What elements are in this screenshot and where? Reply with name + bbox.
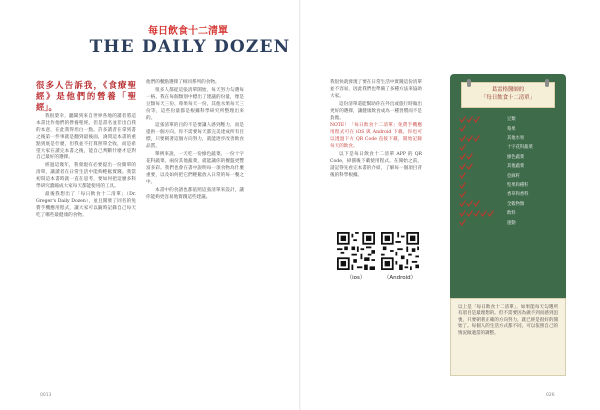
checklist-item-label: 十字花科蔬菜 bbox=[507, 145, 533, 151]
checkmark bbox=[467, 164, 472, 169]
checklist-item-label: 豆類 bbox=[507, 117, 516, 123]
checklist-item-label: 香草和香料 bbox=[507, 192, 529, 198]
checklist-item[interactable] bbox=[459, 124, 557, 133]
qr-code-icon bbox=[337, 232, 375, 270]
checkmark bbox=[460, 192, 465, 197]
checkmark bbox=[474, 117, 479, 122]
body-column-3 bbox=[330, 80, 422, 181]
checklist-item[interactable] bbox=[459, 171, 557, 180]
note-paragraph: NOTE！「每日飲食十二清單」免費手機應用程式可在 iOS 與 Android 下載。你也可以透過下方 QR Code 直接下載，開始記錄每天的飲食。 bbox=[330, 123, 422, 150]
paragraph: 我很榮幸，聽聞到來自世界各地的讀者將這本書比作他們的營養聖經。但是書名並非出自我的本意，在此我得坦白一點。許多讀者在拿到書之後第一件事就是翻到最後面，詢問這本書的重點到底是什麼，但我並不打算照單全收，而是希望大家在讀完本書之後，能自己判斷什麼才是對自己最好的選擇。 bbox=[36, 114, 136, 161]
checkmark bbox=[474, 135, 479, 140]
checkmark bbox=[488, 210, 493, 215]
checklist bbox=[459, 115, 557, 228]
checkmark bbox=[460, 117, 465, 122]
checkmark bbox=[467, 154, 472, 159]
paragraph: 這份清單還能幫助你在外出或旅行時做出更好的選擇，讓健康飲食成為一種習慣而不是負擔。 bbox=[330, 101, 422, 121]
checklist-item[interactable] bbox=[459, 152, 557, 161]
checklist-item-label: 其他水果 bbox=[507, 136, 525, 142]
binder-clip-icon bbox=[545, 79, 549, 87]
qr-code-icon bbox=[381, 232, 419, 270]
checkmark bbox=[460, 210, 465, 215]
checkmark bbox=[460, 126, 465, 131]
checkmarks-icon bbox=[459, 219, 503, 226]
section-kicker: 每日飲食十二清單 bbox=[148, 26, 228, 37]
body-column-1 bbox=[36, 80, 136, 221]
paragraph: 他們的餐點選擇了相同系列的食物。 bbox=[146, 80, 220, 85]
checkmark bbox=[460, 173, 465, 178]
checklist-item[interactable] bbox=[459, 115, 557, 124]
checkmark bbox=[474, 210, 479, 215]
checkmarks-icon bbox=[459, 125, 503, 132]
checklist-item-label: 全穀物類 bbox=[507, 201, 525, 207]
paragraph: 很多人都從這張清單開始，每天努力勾選每一格。我在每個類別中標出了建議的份量，像是豆類每天三份、莓果每天一份、其他水果每天三份等，這些份量都是根據科學研究所整理出來的。 bbox=[146, 87, 244, 121]
lead-quote: 很多人告訴我，《食療聖經》是他們的營養「聖經」。 bbox=[36, 80, 136, 112]
checklist-item[interactable] bbox=[459, 199, 557, 208]
page-title: THE DAILY DOZEN bbox=[89, 37, 291, 57]
checkmarks-icon bbox=[459, 116, 503, 123]
checkmark bbox=[481, 210, 486, 215]
checkmark bbox=[467, 210, 472, 215]
checklist-item-label: 堅果和種籽 bbox=[507, 183, 529, 189]
panel-title bbox=[461, 82, 555, 108]
paragraph: 最後我想出了「每日飲食十二清單」（Dr. Greger's Daily Dozen），並且開發了同名的免費手機應用程式，讓大家可以隨時記錄自己每天吃了哪些最健康的食物。 bbox=[36, 191, 136, 218]
checkmarks-icon bbox=[459, 191, 503, 198]
checkmark bbox=[460, 145, 465, 150]
panel-title-line1: 葛雷格醫師的 bbox=[491, 87, 525, 93]
qr-caption: （ios） bbox=[346, 275, 366, 281]
page-number-left: 0013 bbox=[40, 393, 52, 398]
checkmarks-icon bbox=[459, 163, 503, 170]
paragraph: 本書中的食譜也都依照這張清單來設計，讓你能夠更容易地實踐這些建議。 bbox=[146, 187, 244, 200]
checkmark bbox=[474, 201, 479, 206]
checkmarks-icon bbox=[459, 210, 503, 217]
page-number-right: 026 bbox=[546, 393, 555, 398]
checkmark bbox=[467, 117, 472, 122]
checklist-item-label: 運動 bbox=[507, 220, 516, 226]
qr-caption: （Android） bbox=[383, 275, 417, 281]
checklist-item[interactable] bbox=[459, 180, 557, 189]
checklist-item[interactable] bbox=[459, 218, 557, 227]
qr-ios[interactable] bbox=[336, 232, 376, 281]
checklist-item-label: 飲料 bbox=[507, 211, 516, 217]
paragraph: 我很快就發現了要在日常生活中實踐這份清單並不容易，因此我們也準備了多種方法來協助大家。 bbox=[330, 80, 422, 99]
checkmark bbox=[460, 182, 465, 187]
checkmark bbox=[460, 201, 465, 206]
daily-dozen-panel bbox=[450, 74, 566, 324]
checkmark bbox=[460, 135, 465, 140]
panel-note: 以上是「每日飲食十二清單」，如果能每天勾選所有項目是最理想的。但不需要因為做不到而感到沮喪，只要朝著正確的方向努力，就已經是很好的開始了。每個人的生活方式都不同，可以依照自己的情況做適當的調整。 bbox=[450, 298, 566, 376]
checklist-item[interactable] bbox=[459, 209, 557, 218]
checklist-item-label: 其他蔬菜 bbox=[507, 164, 525, 170]
paragraph: 以下是每日飲食十二清單 APP 的 QR Code，掃描後下載使用程式。在開始之前，請記得先看完本書的介紹，了解每一個項目背後的科學根據。 bbox=[330, 152, 422, 178]
checklist-item[interactable] bbox=[459, 143, 557, 152]
checkmarks-icon bbox=[459, 153, 503, 160]
checkmarks-icon bbox=[459, 135, 503, 142]
checkmarks-icon bbox=[459, 172, 503, 179]
checkmark bbox=[467, 201, 472, 206]
checklist-item[interactable] bbox=[459, 190, 557, 199]
binder-clip-icon bbox=[467, 79, 471, 87]
checkmark bbox=[460, 220, 465, 225]
checkmark bbox=[460, 154, 465, 159]
qr-android[interactable] bbox=[380, 232, 420, 281]
checkmarks-icon bbox=[459, 182, 503, 189]
checklist-item[interactable] bbox=[459, 133, 557, 142]
checklist-item-label: 綠色蔬菜 bbox=[507, 154, 525, 160]
checkmarks-icon bbox=[459, 200, 503, 207]
body-column-2 bbox=[146, 80, 244, 202]
checkmark bbox=[467, 135, 472, 140]
book-spine bbox=[299, 0, 301, 410]
panel-title-line2: 「每日飲食十二清單」 bbox=[481, 94, 535, 101]
checkmarks-icon bbox=[459, 144, 503, 151]
checklist-item-label: 莓果 bbox=[507, 126, 516, 132]
paragraph: 經過這幾年，我發現有必要提出一份簡單的清單，讓讀者在日常生活中能夠輕鬆實踐。我當初寫這本書時就一直在思考，要如何把這麼多科學研究濃縮成大家每天都能使用的工具。 bbox=[36, 163, 136, 190]
paragraph: 舉例來說，一天吃一份綠色蔬菜、一份十字花科蔬菜、兩份其他蔬菜，就能讓你的餐盤更豐富多彩。我們也會在書中說明每一項食物為什麼重要，以及如何把它們輕鬆放入日常的每一餐之中。 bbox=[146, 152, 244, 185]
checklist-item[interactable] bbox=[459, 162, 557, 171]
checkmark bbox=[460, 164, 465, 169]
paragraph: 這張清單的目的不是要讓人感到壓力，而是提供一個方向。你不需要每天都完美達成所有目標，只要朝著這個方向努力，就能逐步改善飲食品質。 bbox=[146, 123, 244, 150]
checklist-item-label: 亞麻籽 bbox=[507, 173, 520, 179]
